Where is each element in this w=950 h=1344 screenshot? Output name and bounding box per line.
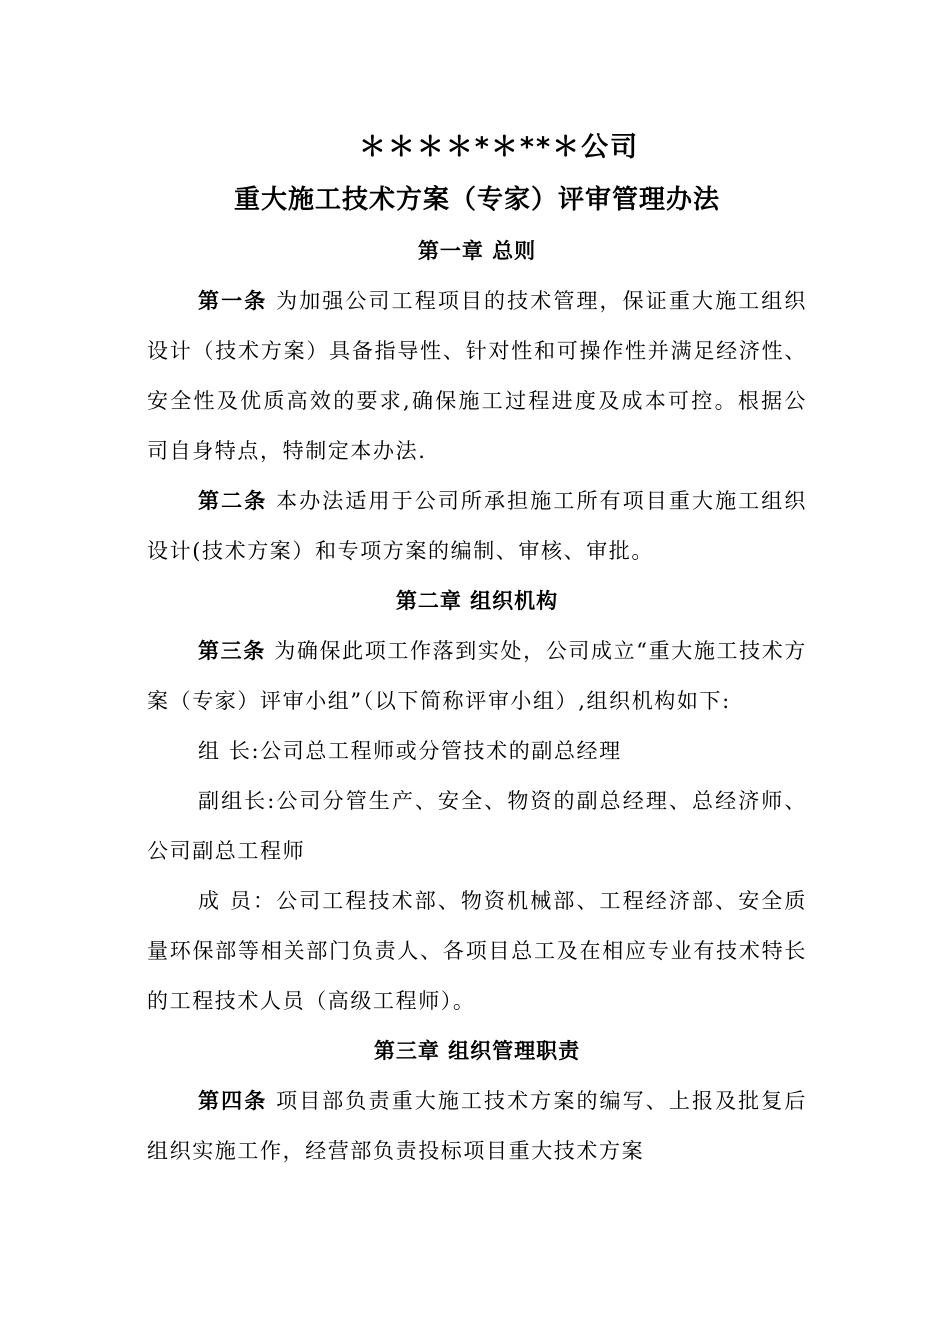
chapter-1-heading: 第一章 总则 xyxy=(417,239,537,263)
article-1-text: 为加强公司工程项目的技术管理，保证重大施工组织设计（技术方案）具备指导性、针对性和可操作性并满足经济性、安全性及优质高效的要求,确保施工过程进度及成本可控。根据公司自身特点，特制定本办法. xyxy=(147,289,807,463)
article-3-number: 第三条 xyxy=(198,639,266,663)
article-1-number: 第一条 xyxy=(198,289,268,313)
article-1 xyxy=(147,276,807,476)
article-2-number: 第二条 xyxy=(198,489,268,513)
article-3-text: 为确保此项工作落到实处，公司成立“重大施工技术方案（专家）评审小组”（以下简称评审小组）,组织机构如下: xyxy=(147,639,807,713)
article-4 xyxy=(147,1076,807,1176)
article-3 xyxy=(147,626,807,726)
document-page xyxy=(147,124,807,1176)
company-name: ＊＊＊＊*＊**＊公司 xyxy=(358,132,640,163)
chapter-3-heading: 第三章 组织管理职责 xyxy=(373,1039,581,1063)
article-2-text: 本办法适用于公司所承担施工所有项目重大施工组织设计(技术方案）和专项方案的编制、审核、审批。 xyxy=(147,489,807,563)
org-deputy: 副组长:公司分管生产、安全、物资的副总经理、总经济师、公司副总工程师 xyxy=(147,789,807,863)
org-leader: 组 长:公司总工程师或分管技术的副总经理 xyxy=(198,739,622,763)
article-4-text: 项目部负责重大施工技术方案的编写、上报及批复后组织实施工作，经营部负责投标项目重大技术方案 xyxy=(147,1089,807,1163)
chapter-2-heading: 第二章 组织机构 xyxy=(395,589,559,613)
org-members: 成 员：公司工程技术部、物资机械部、工程经济部、安全质量环保部等相关部门负责人、各项目总工及在相应专业有技术特长的工程技术人员（高级工程师）。 xyxy=(147,889,807,1013)
document-title: 重大施工技术方案（专家）评审管理办法 xyxy=(233,185,720,215)
article-4-number: 第四条 xyxy=(198,1089,268,1113)
article-2 xyxy=(147,476,807,576)
